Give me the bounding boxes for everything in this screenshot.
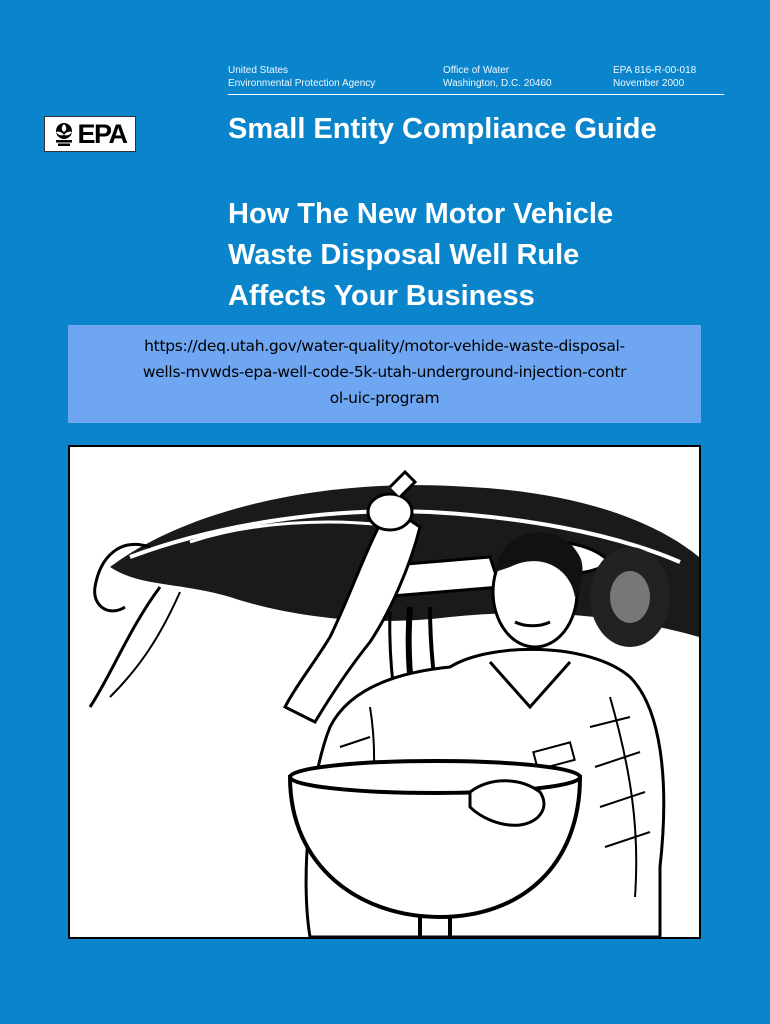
- page-subtitle: [228, 194, 748, 317]
- url-box: [68, 325, 701, 423]
- header-document-number: EPA 816-R-00-018: [613, 65, 697, 76]
- header-office-name: Office of Water: [443, 65, 510, 76]
- subtitle-line: Waste Disposal Well Rule: [228, 239, 580, 271]
- header-country: United States: [228, 65, 289, 76]
- epa-flower-icon: [53, 122, 75, 146]
- url-line[interactable]: ol-uic-program: [329, 389, 440, 407]
- header-document-date: November 2000: [613, 78, 685, 89]
- epa-logo: [44, 116, 136, 152]
- epa-logo-text: EPA: [77, 118, 127, 149]
- subtitle-line: How The New Motor Vehicle: [228, 198, 614, 230]
- header-office-address: Washington, D.C. 20460: [443, 78, 552, 89]
- header-document-info: [613, 64, 696, 90]
- mechanic-drawing: [70, 447, 699, 937]
- url-line[interactable]: https://deq.utah.gov/water-quality/motor-vehide-waste-disposal-: [144, 337, 625, 355]
- subtitle-line: Affects Your Business: [228, 280, 535, 312]
- url-line[interactable]: wells-mvwds-epa-well-code-5k-utah-underground-injection-contr: [142, 363, 627, 381]
- mechanic-illustration: [68, 445, 701, 939]
- header-divider: [228, 94, 724, 95]
- header-agency: [228, 64, 375, 90]
- header-agency-name: Environmental Protection Agency: [228, 78, 376, 89]
- page-title: Small Entity Compliance Guide: [228, 113, 657, 145]
- header-office: [443, 64, 552, 90]
